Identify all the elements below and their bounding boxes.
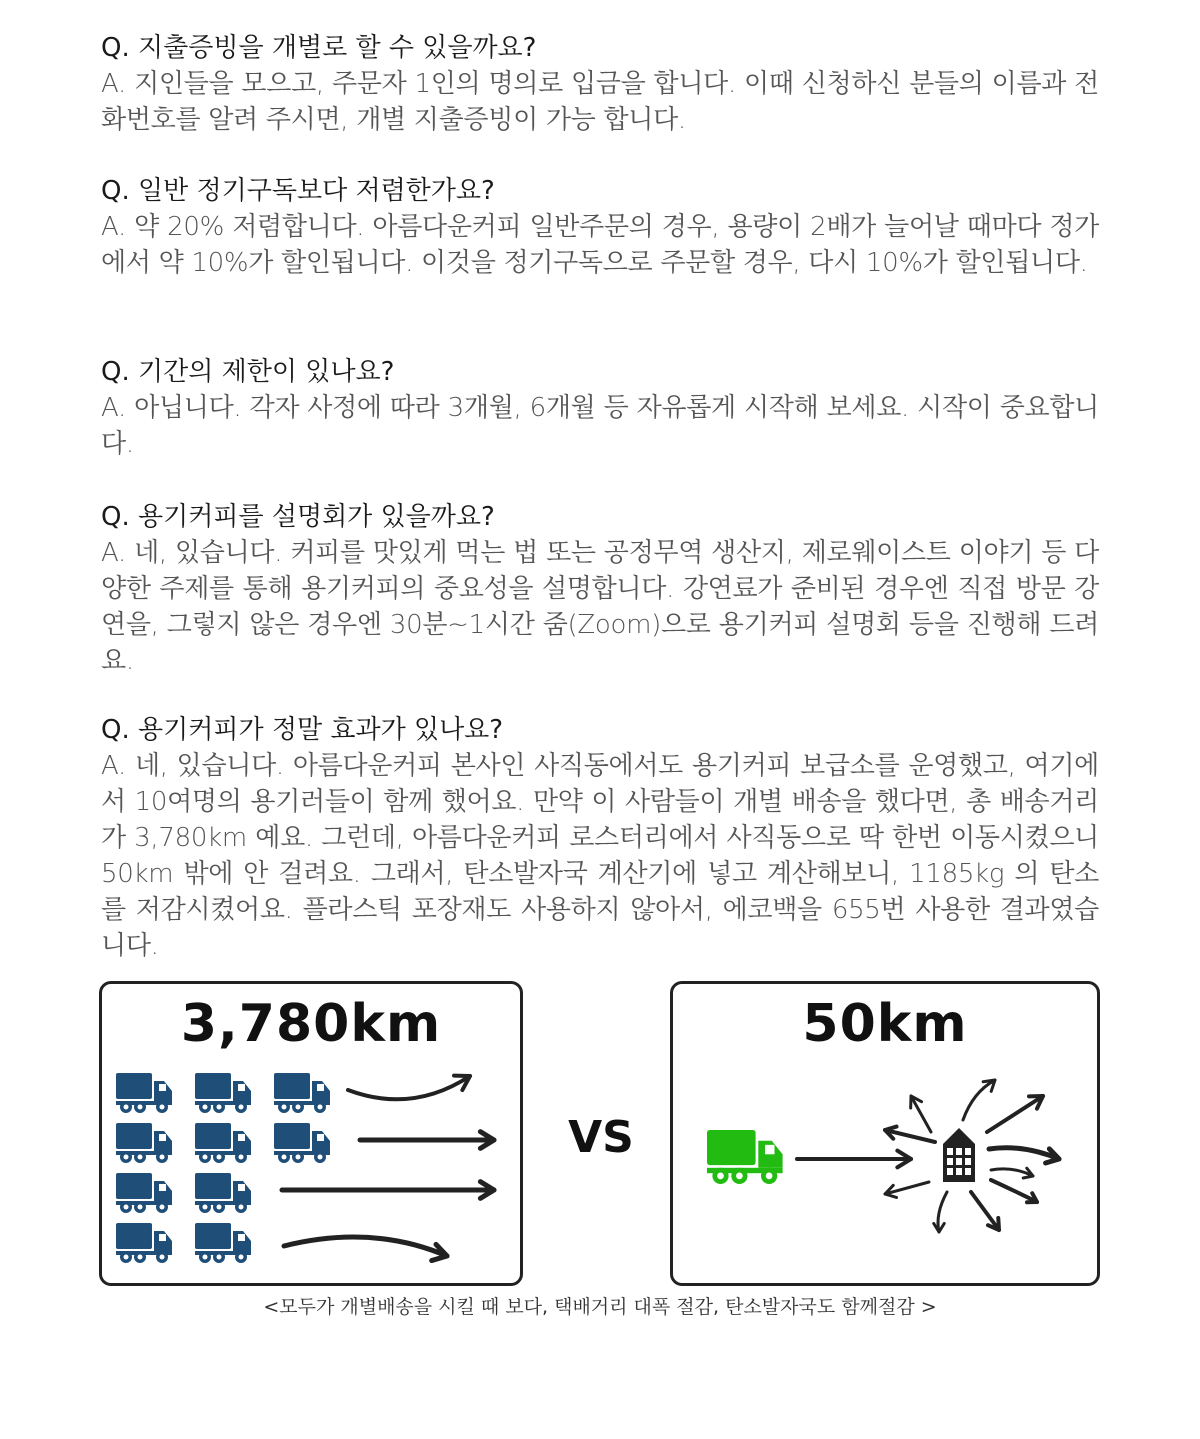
faq-question: Q. 기간의 제한이 있나요? [101,357,395,387]
building-icon [943,1128,975,1182]
consolidated-delivery-illustration [673,984,1097,1283]
illustration-caption: <모두가 개별배송을 시킬 때 보다, 택배거리 대폭 절감, 탄소발자국도 함께절감 > [263,1296,937,1318]
individual-delivery-panel [99,981,523,1286]
faq-answer: A. 아닙니다. 각자 사정에 따라 3개월, 6개월 등 자유롭게 시작해 보세요. 시작이 중요합니다. [101,393,1099,459]
faq-item [101,354,1099,462]
faq-answer: A. 지인들을 모으고, 주문자 1인의 명의로 입금을 합니다. 이때 신청하신 분들의 이름과 전화번호를 알려 주시면, 개별 지출증빙이 가능 합니다. [101,69,1099,135]
individual-delivery-illustration [102,984,520,1283]
arrow-icon [284,1237,447,1261]
truck-icon [195,1223,251,1263]
faq-question: Q. 용기커피를 설명회가 있을까요? [101,502,495,532]
truck-icon [274,1123,330,1163]
vs-label: VS [568,1112,634,1163]
faq-question: Q. 지출증빙을 개별로 할 수 있을까요? [101,33,537,63]
faq-item [101,173,1099,281]
arrow-icon [971,1192,999,1230]
truck-icon [116,1223,172,1263]
faq-answer: A. 네, 있습니다. 커피를 맛있게 먹는 법 또는 공정무역 생산지, 제로웨이스트 이야기 등 다양한 주제를 통해 용기커피의 중요성을 설명합니다. 강연료가 준비된 경우엔 직접 방문 강연을, 그렇지 않은 경우엔 30분~1시간 줌(Zoom)으로 용기커피 설명회 등을 진행해 드려요. [101,538,1099,676]
truck-icon [116,1173,172,1213]
arrow-icon [360,1132,494,1149]
faq-question: Q. 일반 정기구독보다 저렴한가요? [101,176,495,206]
truck-icon [707,1130,783,1184]
faq-answer: A. 네, 있습니다. 아름다운커피 본사인 사직동에서도 용기커피 보급소를 운영했고, 여기에서 10여명의 용기러들이 함께 했어요. 만약 이 사람들이 개별 배송을 했다면, 총 배송거리가 3,780km 예요. 그런데, 아름다운커피 로스터리에서 사직동으로 딱 한번 이동시켰으니 50km 밖에 안 걸려요. 그래서, 탄소발자국 계산기에 넣고 계산해보니, 1185kg 의 탄소를 저감시켰어요. 플라스틱 포장재도 사용하지 않아서, 에코백을 655번 사용한 결과였습니다. [101,751,1099,961]
faq-question: Q. 용기커피가 정말 효과가 있나요? [101,715,504,745]
arrow-icon [934,1192,947,1232]
right-distance-label: 50km [802,994,968,1054]
arrow-icon [282,1182,494,1199]
arrow-icon [885,1182,929,1197]
truck-icon [195,1173,251,1213]
faq-item [101,499,1099,679]
truck-icon [195,1123,251,1163]
arrow-icon [885,1127,935,1142]
faq-answer: A. 약 20% 저렴합니다. 아름다운커피 일반주문의 경우, 용량이 2배가 늘어날 때마다 정가에서 약 10%가 할인됩니다. 이것을 정기구독으로 주문할 경우, 다시 10%가 할인됩니다. [101,212,1099,278]
truck-icon [116,1073,172,1113]
faq-item [101,712,1099,964]
left-distance-label: 3,780km [180,994,442,1054]
arrow-icon [911,1096,931,1132]
truck-icon [195,1073,251,1113]
truck-icon [274,1073,330,1113]
consolidated-delivery-panel [670,981,1100,1286]
arrow-icon [963,1080,995,1120]
arrow-icon [797,1151,911,1168]
faq-item [101,30,1099,138]
arrow-icon [991,1180,1037,1202]
arrow-icon [987,1096,1043,1132]
arrow-icon [348,1076,470,1100]
arrow-icon [991,1168,1033,1178]
truck-icon [116,1123,172,1163]
arrow-icon [989,1148,1059,1163]
